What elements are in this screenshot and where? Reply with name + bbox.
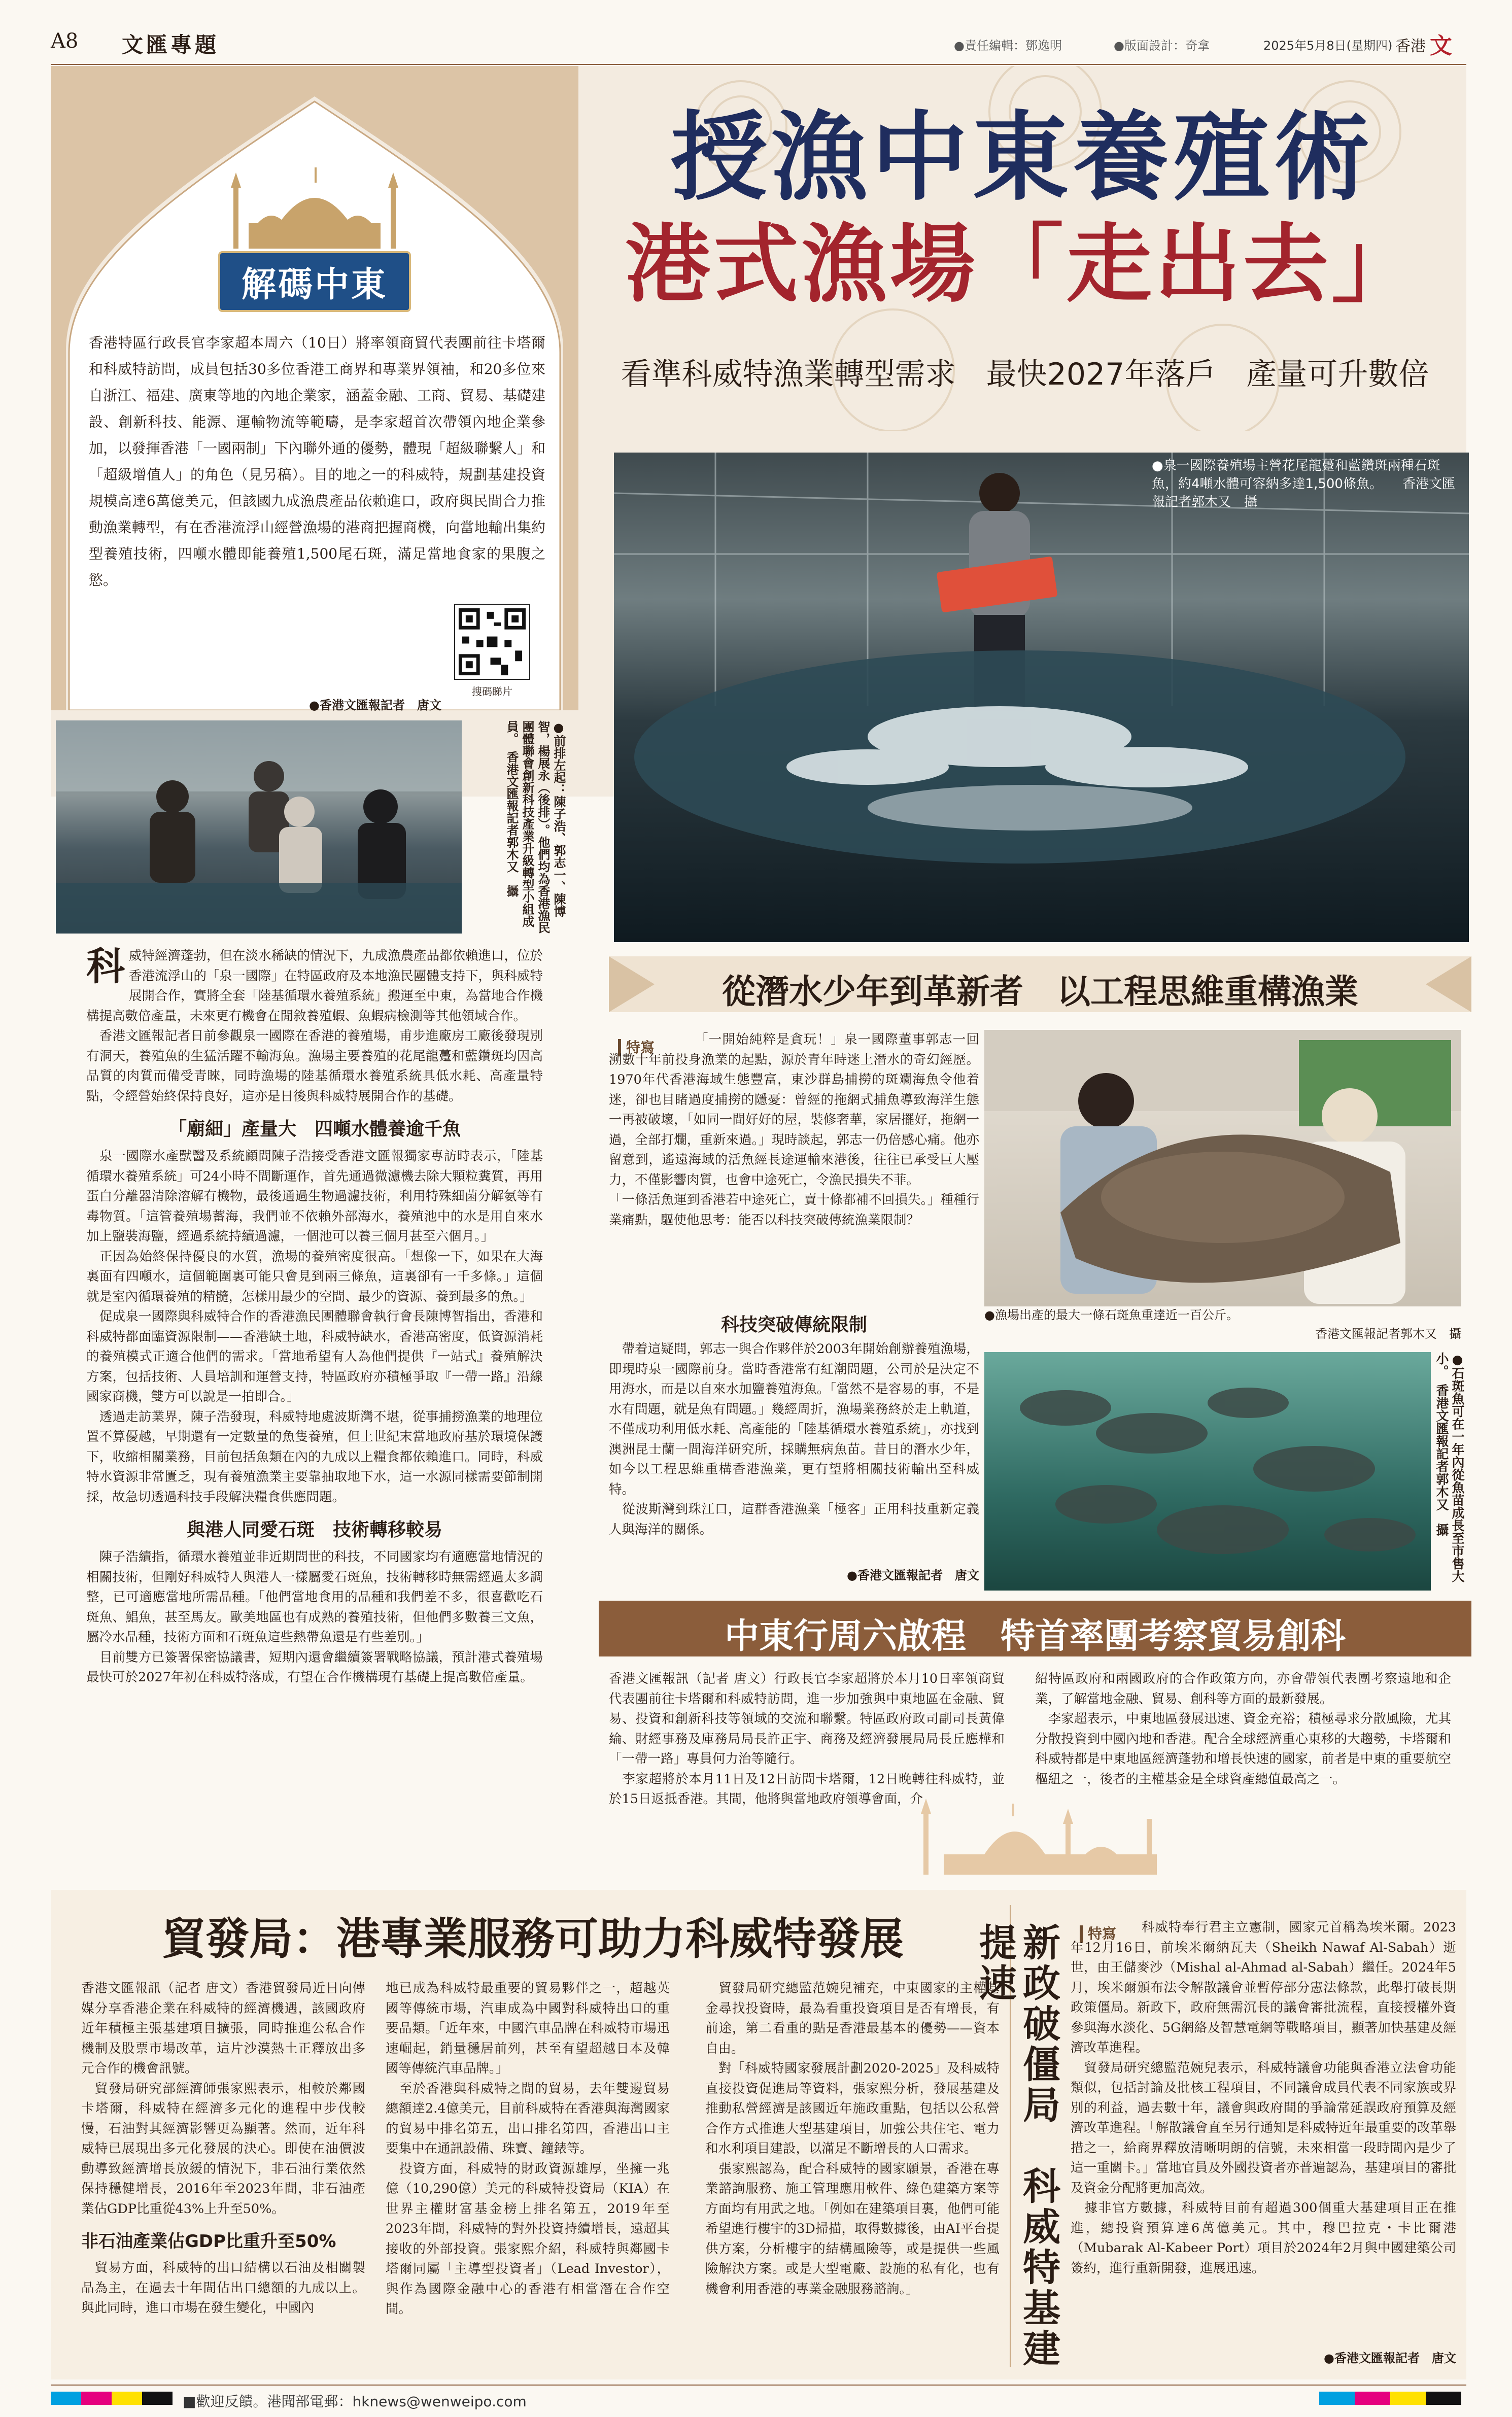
mideast-title: 中東行周六啟程 特首率團考察貿易創科 [724,1616,1346,1656]
color-bar-right [1319,2392,1461,2405]
badge-label: 解碼中東 [241,264,388,305]
left-col-para3: 陳子浩續指，循環水養殖並非近期問世的科技，不同國家均有適應當地情況的相關技術，但剛好科威特人與港人一樣屬愛石斑魚，技術轉移時無需經過太多調整，已可適應當地所需品種。「他們當地食用的品種和我們差不多，很喜歡吃石斑魚、鯧魚，甚至馬友。歐美地區也有成熟的養殖技術，但他們多數養三文魚，屬冷水品種，技術方面和石斑魚這些熱帶魚還是有些差別。」 目前雙方已簽署保密協議書，短期內還會繼續簽署戰略協議，預計港式養殖場最快可於2027年初在科威特落成，有望在合作機構現有基礎上提高數倍產量。 [86,1549,543,1685]
left-column [86,946,543,1688]
tank-fish-photo [984,1352,1431,1591]
qr-code[interactable] [454,604,530,680]
headline-line2: 港式漁場「走出去」 [625,214,1420,314]
left-col-subhead2: 與港人同愛石斑 技術轉移較易 [186,1520,442,1540]
paper-logo: 文 [1430,33,1452,59]
editor-credit: ●責任編輯：鄧逸明 [954,39,1062,53]
issue-date: 2025年5月8日(星期四) [1263,39,1393,53]
headline-subhead: 看準科威特漁業轉型需求 最快2027年落戶 產量可升數倍 [621,357,1429,392]
group-photo [56,720,462,934]
main-photo [614,453,1469,942]
left-col-para2: 泉一國際水產獸醫及系統顧問陳子浩接受香港文匯報獨家專訪時表示，「陸基循環水養殖系統」可24小時不間斷運作，首先通過微濾機去除大顆粒糞質，再用蛋白分離器清除溶解有機物，最後通過生物過濾技術，利用特殊細菌分解氨等有毒物質。「這管養殖場蓄海，我們並不依賴外部海水，養殖池中的水是用自來水加上鹽裝海鹽，經過系統持續過濾，一個池可以養三個月甚至六個月。」 正因為始終保持優良的水質，漁場的養殖密度很高。「想像一下，如果在大海裏面有四噸水，這個範圍裏可能只會見到兩三條魚，這裏卻有一千多條。」這個就是室內循環養殖的精髓，怎樣用最少的空間、最少的資源、養到最多的魚。」 促成泉一國際與科威特合作的香港漁民團體聯會執行會長陳博智指出，香港和科威特都面臨資源限制——香港缺土地，科威特缺水，香港高密度，低資源消耗的養殖模式正適合他們的需求。「當地希望有人為他們提供『一站式』養殖解決方案，包括技術、人員培訓和運營支持，特區政府亦積極爭取『一帶一路』沿線國家商機，雙方可以說是一拍即合。」 透過走訪業界，陳子浩發現，科威特地處波斯灣不堪，從事捕撈漁業的地理位置不算優越，早期還有一定數量的魚隻養殖，但上世紀末當地政府基於環境保護下，收縮相關業務，目前包括魚類在內的九成以上糧食都依賴進口。同時，科威特水資源非常匱乏，現有養殖漁業主要靠抽取地下水，這一水源同樣需要節制開採，故急切透過科技手段解決糧食供應問題。 [86,1149,543,1505]
feature-title-bar [609,956,1471,1012]
left-col-para1: 威特經濟蓬勃，但在淡水稀缺的情況下，九成漁農產品都依賴進口，位於香港流浮山的「泉一國際」在特區政府及本地漁民團體支持下，與科威特展開合作，實將全套「陸基循環水養殖系統」搬運至中東，為當地合作機構提高數倍產量，未來更有機會在閒敘養殖蝦、魚蝦病檢測等其他領域合作。 香港文匯報記者日前參觀泉一國際在香港的養殖場，甫步進廠房工廠後發現別有洞天，養殖魚的生猛活躍不輸海魚。漁場主要養殖的花尾龍躉和藍鑽斑均因高品質的肉質而備受青睞，同時漁場的陸基循環水養殖系統具低水耗、高產量特點，令經營始終保持良好，這亦是日後與科威特展開合作的基礎。 [86,948,543,1104]
new-govt-title: 新政破僵局 科威特基建提速 [973,1923,1060,2369]
skyline-ornament [913,1799,1167,1875]
feature-credit: ●香港文匯報記者 唐文 [847,1568,979,1582]
main-photo-caption: ●泉一國際養殖場主營花尾龍躉和藍鑽斑兩種石斑魚，約4噸水體可容納多達1,500條魚。 香港文匯報記者郭木又 攝 [1152,458,1455,510]
tank-fish-caption: ●石斑魚可在一年內從魚苗成長至市售大小。 香港文匯報記者郭木又 攝 [1434,1352,1465,1582]
section-badge [218,251,411,312]
paper-location: 香港 [1395,38,1426,55]
mideast-title-bar [599,1601,1471,1656]
trade-col1-text: 香港文匯報訊（記者 唐文）香港貿發局近日向傳媒分享香港企業在科威特的經濟機遇，該國政府近年積極主張基建項目擴張，同時推進公私合作機制及股票市場改革，這片沙漠熱土正釋放出多元合作的機會訊號。 貿發局研究部經濟師張家熙表示，相較於鄰國卡塔爾，科威特在經濟多元化的進程中步伐較慢，石油對其經濟影響更為顯著。然而，近年科威特已展現出多元化發展的決心。即使在油價波動導致經濟增長放緩的情況下，非石油行業依然保持穩健增長，2016年至2023年間，非石油產業佔GDP比重從43%上升至50%。 [81,1981,365,2217]
feature-para2: 帶着這疑問，郭志一與合作夥伴於2003年開始創辦養殖漁場，即現時泉一國際前身。當時香港常有紅潮問題，公司於是決定不用海水，而是以自來水加鹽養殖海魚。「當然不是容易的事，不是水有問題，就是魚有問題。」幾經周折，漁場業務終於走上軌道，不僅成功利用低水耗、高產能的「陸基循環水養殖系統」，亦找到澳洲昆士蘭一間海洋研究所，採購無病魚苗。昔日的潛水少年，如今以工程思維重構香港漁業，更有望將相關技術輸出至科威特。 從波斯灣到珠江口，這群香港漁業「極客」正用科技重新定義人與海洋的關係。 [609,1341,979,1537]
new-govt-tag: 特寫 [1080,1925,1116,1943]
mideast-para1: 香港文匯報訊（記者 唐文）行政長官李家超將於本月10日率領商貿代表團前往卡塔爾和科威特訪問，進一步加強與中東地區在金融、貿易、投資和創新科技等領域的交流和聯繫。特區政府政司副司長黃偉綸、財經事務及庫務局局長許正宇、商務及經濟發展局局長丘應樺和「一帶一路」專員何力治等隨行。 李家超將於本月11日及12日訪問卡塔爾，12日晚轉往科威特，並於15日返抵香港。其間，他將與當地政府領導會面，介 [609,1671,1005,1807]
big-fish-caption: ●漁場出產的最大一條石斑魚重達近一百公斤。 [984,1308,1239,1322]
big-fish-credit: 香港文匯報記者郭木又 攝 [1315,1327,1461,1341]
drop-cap: 科 [86,944,125,989]
qr-label: 搜碼睇片 [472,685,512,698]
masthead [51,24,1466,65]
trade-col1b-text: 貿易方面，科威特的出口結構以石油及相關製品為主，在過去十年間佔出口總額的九成以上。與此同時，進口市場在發生變化，中國內 [81,2260,365,2316]
feature-tag: 特寫 [618,1039,655,1056]
feature-title: 從潛水少年到革新者 以工程思維重構漁業 [722,972,1358,1011]
footer-text: ■歡迎反饋。港聞部電郵：hknews@wenweipo.com [183,2393,527,2410]
mideast-para2: 紹特區政府和兩國政府的合作政策方向，亦會帶領代表團考察遠地和企業，了解當地金融、貿易、創科等方面的最新發展。 李家超表示，中東地區發展迅速、資金充裕；積極尋求分散風險，尤其分散投資到中國內地和香港。配合全球經濟重心東移的大趨勢，卡塔爾和科威特都是中東地區經濟蓬勃和增長快速的國家，前者是中東的重要航空樞紐之一，後者的主權基金是全球資產總值最高之一。 [1035,1671,1451,1787]
new-govt-text: 科威特奉行君主立憲制，國家元首稱為埃米爾。2023年12月16日，前埃米爾納瓦夫（Sheikh Nawaf Al-Sabah）逝世，由王儲麥沙（Mishal al-Ahmad al-Sabah）繼任。2024年5月，埃米爾頒布法令解散議會並暫停部分憲法條款，此舉打破長期政策僵局。新政下，政府無需沉長的議會審批流程，直接授權外資參與海水淡化、5G網絡及智慧電網等戰略項目，顯著加快基建及經濟改革進程。 貿發局研究總監范婉兒表示，科威特議會功能與香港立法會功能類似，包括討論及批核工程項目，不同議會成員代表不同家族或界別的利益，過去數十年，議會與政府間的爭論常延誤政府預算及經濟改革進程。「解散議會直至另行通知是科威特近年最重要的改革舉措之一，給商界釋放清晰明朗的信號，未來相當一段時間內是少了這一重關卡。」當地官員及外國投資者亦普遍認為，基建項目的審批及資金分配將更加高效。 據非官方數據，科威特目前有超過300個重大基建項目正在推進，總投資預算達6萬億美元。其中，穆巴拉克・卡比爾港（Mubarak Al-Kabeer Port）項目於2024年2月與中國建築公司簽約，進行重新開發，進展迅速。 [1071,1920,1456,2276]
intro-credit: ●香港文匯報記者 唐文 [309,698,441,712]
trade-title: 貿發局：港專業服務可助力科威特發展 [162,1914,904,1964]
feature-subhead: 科技突破傳統限制 [720,1315,867,1335]
new-govt-credit: ●香港文匯報記者 唐文 [1324,2351,1456,2365]
trade-col1 [81,1979,365,2319]
page-number: A8 [51,29,79,53]
headline-line1: 授漁中東養殖術 [670,100,1374,214]
mosque-icon [223,167,406,249]
color-bar-left [51,2392,173,2405]
feature-para1: 「一開始純粹是貪玩！」泉一國際董事郭志一回溯數十年前投身漁業的起點，源於青年時迷上潛水的奇幻經歷。1970年代香港海域生態豐富，東沙群島捕撈的斑斕海魚令他着迷，卻也目睹過度捕撈的隱憂：曾經的拖網式捕魚導致海洋生態一再被破壞，「如同一間好好的屋，裝修奢華，家居擺好，拖網一過，全部打爛，重新來過。」現時談起，郭志一仍倍感心痛。他亦留意到，遙遠海域的活魚經長途運輸來港後，往往已承受巨大壓力，不僅影響肉質，也會中途死亡，令漁民損失不菲。 「一條活魚運到香港若中途死亡，賣十條都補不回損失。」種種行業痛點，驅使他思考：能否以科技突破傳統漁業限制？ [609,1032,979,1228]
footer [51,2385,1466,2410]
intro-text: 香港特區行政長官李家超本周六（10日）將率領商貿代表團前往卡塔爾和科威特訪問，成員包括30多位香港工商界和專業界領袖，和20多位來自浙江、福建、廣東等地的內地企業家，涵蓋金融、工商、貿易、基礎建設、創新科技、能源、運輸物流等範疇，是李家超首次帶領內地企業參加，以發揮香港「一國兩制」下內聯外通的優勢，體現「超級聯繫人」和「超級增值人」的角色（見另稿）。目的地之一的科威特，規劃基建投資規模高達6萬億美元，但該國九成漁農產品依賴進口，政府與民間合力推動漁業轉型，有在香港流浮山經營漁場的港商把握商機，向當地輸出集約型養殖技術，四噸水體即能養殖1,500尾石斑，滿足當地食家的果腹之慾。 [89,334,545,589]
designer-credit: ●版面設計：奇拿 [1114,39,1210,53]
trade-col1-subhead: 非石油產業佔GDP比重升至50% [81,2231,336,2252]
trade-col2: 地已成為科威特最重要的貿易夥伴之一，超越英國等傳統市場，汽車成為中國對科威特出口的重要品類。「近年來，中國汽車品牌在科威特市場迅速崛起，銷量穩居前列，甚至有望超越日本及韓國等傳統汽車品牌。」 至於香港與科威特之間的貿易，去年雙邊貿易總額達2.4億美元，目前科威特在香港與海灣國家的貿易中排名第五，出口排名第四，香港出口主要集中在通訊設備、珠寶、鐘錶等。 投資方面，科威特的財政資源雄厚，坐擁一兆億（10,290億）美元的科威特投資局（KIA）在世界主權財富基金榜上排名第五，2019年至2023年間，科威特的對外投資持續增長，遠超其接收的外部投資。張家熙介紹，科威特與鄰國卡塔爾同屬「主導型投資者」（Lead Investor），與作為國際金融中心的香港有相當潛在合作空間。 [386,1981,670,2317]
section-title: 文匯專題 [122,32,220,57]
group-photo-caption: ●前排左起：陳子浩、郭志一、陳博智，楊展永（後排）。他們均為香港漁民團體聯會創新科技產業升級轉型小組成員。 香港文匯報記者郭木又 攝 [504,720,566,934]
trade-col3: 貿發局研究總監范婉兒補充，中東國家的主權基金尋找投資時，最為看重投資項目是否有增長，有前途，第二看重的點是香港最基本的優勢——資本自由。 對「科威特國家發展計劃2020-2025」及科威特直接投資促進局等資料，張家熙分析，發展基建及推動私營經濟是該國近年施政重點，包括以公私營合作方式推進大型基建項目，加強公共住宅、電力和水利項目建設，以滿足不斷增長的人口需求。 張家熙認為，配合科威特的國家願景，香港在專業諮詢服務、施工管理應用軟件、綠色建築方案等方面均有用武之地。「例如在建築項目裏，他們可能希望進行樓宇的3D掃描，取得數據後，由AI平台提供方案，分析樓宇的結構風險等，或是提供一些風險解決方案。或是大型電廠、設施的私有化，也有機會利用香港的專業金融服務諮詢。」 [705,1981,1000,2297]
big-fish-photo [984,1030,1461,1306]
left-col-subhead1: 「廟細」產量大 四噸水體養逾千魚 [168,1119,461,1140]
